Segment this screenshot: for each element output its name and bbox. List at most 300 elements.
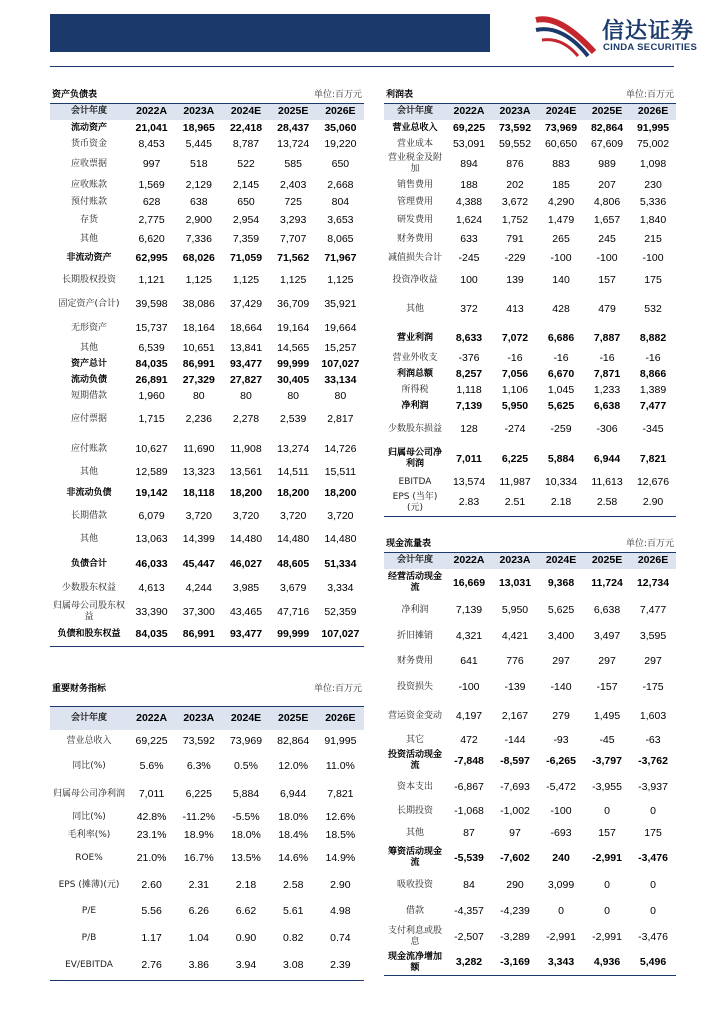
cell-value: 99,999 — [270, 624, 317, 646]
cell-value: 1,624 — [455, 213, 483, 226]
cell-value: 7,871 — [593, 367, 621, 380]
cell-value: 0 — [604, 804, 610, 817]
cell-value: 8,866 — [639, 367, 667, 380]
cell-value: 215 — [644, 232, 662, 245]
row-label: 固定资产(合计) — [58, 298, 120, 309]
cell-value: 3,653 — [327, 213, 354, 226]
cell-value: 6.3% — [186, 759, 211, 772]
cell-value: 3,343 — [538, 951, 584, 975]
cell-value: 6,225 — [185, 787, 212, 800]
table-row — [384, 210, 676, 230]
cell-value: 14,480 — [229, 532, 263, 545]
cell-value: 650 — [237, 195, 255, 208]
table-row — [50, 434, 364, 464]
cell-value: 11.0% — [325, 759, 355, 772]
column-header: 2023A — [492, 103, 538, 120]
table-row — [50, 120, 364, 136]
cell-value: 6,944 — [280, 787, 307, 800]
cell-value: 185 — [552, 178, 570, 191]
cell-value: 7,011 — [138, 787, 165, 800]
column-header: 2026E — [630, 552, 676, 569]
table-row — [50, 152, 364, 176]
cell-value: 18.4% — [278, 828, 309, 841]
row-label: 其他 — [79, 342, 98, 353]
cell-value: 290 — [506, 878, 524, 891]
table-row — [50, 194, 364, 210]
cell-value: 14.9% — [325, 851, 356, 864]
cell-value: 5.56 — [141, 904, 162, 917]
cell-value: 297 — [644, 654, 662, 667]
cell-value: 638 — [190, 195, 208, 208]
cell-value: 68,026 — [182, 251, 215, 264]
cell-value: 1,233 — [593, 383, 621, 396]
row-label: 非流动资产 — [66, 252, 112, 263]
row-label: 其他 — [79, 233, 98, 244]
table-row — [384, 120, 676, 136]
cell-value: 585 — [284, 157, 302, 170]
cell-value: 4,321 — [455, 629, 483, 642]
cell-value: 2,167 — [501, 709, 529, 722]
cell-value: -3,762 — [638, 754, 668, 767]
row-label: 净利润 — [401, 604, 429, 615]
cell-value: 2.51 — [492, 490, 538, 516]
cell-value: 39,598 — [135, 297, 168, 310]
cell-value: 45,447 — [182, 557, 215, 570]
cell-value: 35,921 — [324, 297, 357, 310]
row-label: 营业外收支 — [392, 352, 438, 363]
cell-value: 13,574 — [452, 475, 486, 488]
cell-value: -3,476 — [638, 930, 668, 943]
cell-value: 2.60 — [141, 878, 162, 891]
cell-value: -63 — [645, 733, 661, 746]
row-label: 归属母公司股东权益 — [52, 601, 125, 622]
table-row — [50, 526, 364, 552]
cell-value: 6.62 — [235, 904, 257, 917]
cell-value: 5,445 — [185, 137, 212, 150]
table-row — [50, 576, 364, 600]
cell-value: 99,999 — [277, 357, 310, 370]
table-row — [50, 924, 364, 952]
cell-value: -1,002 — [500, 804, 530, 817]
column-header: 2024E — [538, 552, 584, 569]
table-row — [384, 414, 676, 444]
cell-value: 876 — [506, 157, 524, 170]
cell-value: -16 — [645, 351, 661, 364]
cell-value: 18,118 — [183, 486, 215, 499]
cell-value: 14,480 — [277, 532, 310, 545]
cell-value: 1,125 — [232, 273, 260, 286]
cell-value: 18,200 — [229, 486, 263, 499]
table-row — [384, 382, 676, 398]
row-label: 管理费用 — [396, 196, 433, 207]
cell-value: -100 — [596, 251, 618, 264]
cell-value: 297 — [552, 654, 570, 667]
table-title: 现金流量表 — [384, 538, 538, 552]
cell-value: 10,627 — [135, 442, 168, 455]
cell-value: 1,125 — [185, 273, 212, 286]
table-row — [50, 404, 364, 434]
cell-value: 4,290 — [547, 195, 575, 208]
cell-value: 71,967 — [324, 251, 357, 264]
row-label: 毛利率(%) — [67, 829, 111, 840]
cell-value: 472 — [460, 733, 478, 746]
column-header: 2022A — [446, 552, 492, 569]
cell-value: 3,672 — [501, 195, 529, 208]
cell-value: 207 — [598, 178, 616, 191]
cell-value: 21,041 — [135, 121, 168, 134]
cell-value: 1,479 — [547, 213, 575, 226]
cell-value: 21.0% — [136, 851, 167, 864]
cell-value: 1,125 — [280, 273, 307, 286]
table-row — [50, 506, 364, 526]
row-label: 支付利息或股息 — [387, 926, 442, 947]
logo-english-name: CINDA SECURITIES — [603, 42, 698, 53]
cell-value: 7,887 — [593, 331, 621, 344]
column-header: 2024E — [538, 103, 584, 120]
cell-value: 4,806 — [593, 195, 621, 208]
cell-value: 413 — [506, 302, 524, 315]
cell-value: 100 — [460, 273, 478, 286]
cell-value: 46,033 — [135, 557, 168, 570]
cell-value: 0 — [650, 804, 656, 817]
table-row — [384, 649, 676, 673]
table-row — [384, 248, 676, 268]
table-row — [384, 474, 676, 490]
cell-value: 6,620 — [138, 232, 165, 245]
cell-value: 2.18 — [538, 490, 584, 516]
cell-value: 2.39 — [317, 952, 364, 980]
table-row — [384, 194, 676, 210]
cell-value: 16.7% — [183, 851, 214, 864]
cell-value: 2,539 — [280, 412, 307, 425]
row-label: ROE% — [75, 852, 103, 863]
table-row — [384, 326, 676, 350]
row-label: 财务费用 — [396, 233, 433, 244]
cell-value: 791 — [506, 232, 524, 245]
row-label: 其他 — [405, 827, 424, 838]
table-row — [384, 366, 676, 382]
cell-value: 36,709 — [277, 297, 310, 310]
cell-value: 279 — [552, 709, 570, 722]
row-label: 营业成本 — [396, 138, 433, 149]
cell-value: -7,693 — [500, 780, 530, 793]
cell-value: 188 — [460, 178, 478, 191]
cell-value: 1.17 — [141, 931, 162, 944]
cell-value: 18.0% — [231, 828, 261, 841]
table-row — [384, 951, 676, 975]
cell-value: 2.18 — [235, 878, 257, 891]
table-row — [50, 176, 364, 194]
income-statement-table — [384, 89, 676, 517]
column-header: 2025E — [584, 103, 630, 120]
table-row — [384, 871, 676, 899]
row-label: EPS (当年)(元) — [384, 490, 446, 516]
table-row — [384, 569, 676, 597]
cell-value: 5,884 — [547, 452, 575, 465]
cell-value: 140 — [552, 273, 570, 286]
cell-value: 1.04 — [188, 931, 210, 944]
cell-value: 19,164 — [277, 321, 310, 334]
row-label: EV/EBITDA — [50, 952, 128, 980]
table-row — [50, 464, 364, 480]
cell-value: 2.90 — [630, 490, 676, 516]
cell-value: 107,027 — [317, 624, 364, 646]
cell-value: 11,724 — [591, 576, 623, 589]
balance-sheet-table — [50, 89, 364, 647]
cell-value: 2,817 — [327, 412, 354, 425]
cell-value: 2.31 — [188, 878, 210, 891]
table-row — [384, 152, 676, 176]
row-label: EPS (摊薄)(元) — [58, 879, 120, 890]
cell-value: 1,569 — [138, 178, 165, 191]
cell-value: 139 — [506, 273, 524, 286]
cell-value: 15,737 — [135, 321, 168, 334]
cell-value: 2.83 — [446, 490, 492, 516]
cell-value: 3,720 — [280, 509, 307, 522]
table-row — [384, 773, 676, 801]
column-header: 2022A — [446, 103, 492, 120]
cell-value: 75,002 — [636, 137, 670, 150]
cell-value: 26,891 — [135, 373, 168, 386]
cell-value: 175 — [644, 273, 662, 286]
cell-value: 3,679 — [280, 581, 307, 594]
column-header: 会计年度 — [384, 103, 446, 120]
header-row — [384, 552, 676, 569]
row-label: 其他 — [405, 303, 424, 314]
cell-value: 2,775 — [138, 213, 165, 226]
cell-value: 80 — [287, 389, 300, 402]
table-row — [50, 780, 364, 808]
table-row — [384, 821, 676, 845]
table-row — [50, 552, 364, 576]
table-row — [50, 136, 364, 152]
cash-flow-table — [384, 538, 676, 976]
cell-value: 86,991 — [175, 624, 222, 646]
cell-value: 12.0% — [278, 759, 309, 772]
column-header: 2026E — [317, 706, 364, 730]
cell-value: 10,334 — [544, 475, 578, 488]
cell-value: 5,950 — [501, 399, 529, 412]
unit-label: 单位:百万元 — [222, 89, 364, 103]
cell-value: 8,453 — [138, 137, 165, 150]
cell-value: 4,197 — [455, 709, 483, 722]
logo-chinese-name: 信达证券 — [602, 19, 695, 44]
cell-value: -5,539 — [454, 851, 484, 864]
row-label: 借款 — [405, 905, 424, 916]
cell-value: 11,690 — [183, 442, 215, 455]
cell-value: 18.5% — [325, 828, 356, 841]
cell-value: 4,388 — [455, 195, 483, 208]
cell-value: -8,597 — [500, 754, 530, 767]
cell-value: 86,991 — [182, 357, 215, 370]
cell-value: 4,421 — [501, 629, 529, 642]
cell-value: 245 — [598, 232, 616, 245]
row-label: 长期借款 — [70, 510, 107, 521]
cell-value: 18,164 — [182, 321, 215, 334]
cell-value: 14,511 — [277, 465, 309, 478]
cell-value: 33,134 — [324, 373, 357, 386]
row-label: 负债合计 — [70, 558, 107, 569]
table-row — [50, 248, 364, 268]
cell-value: 1,118 — [456, 383, 482, 396]
cell-value: 650 — [331, 157, 350, 170]
cell-value: 8,882 — [639, 331, 667, 344]
cell-value: -16 — [507, 351, 523, 364]
row-label: 归属母公司净利润 — [52, 788, 125, 799]
row-label: 吸收投资 — [396, 879, 433, 890]
column-header: 2025E — [270, 706, 317, 730]
cell-value: 4.98 — [330, 904, 351, 917]
table-row — [384, 350, 676, 366]
table-row — [384, 701, 676, 731]
cell-value: 0 — [650, 878, 656, 891]
cell-value: 47,716 — [277, 605, 310, 618]
cell-value: 5,625 — [547, 603, 575, 616]
cell-value: -7,848 — [454, 754, 484, 767]
cell-value: -157 — [596, 680, 618, 693]
cell-value: 479 — [598, 302, 616, 315]
cell-value: 38,086 — [182, 297, 215, 310]
table-row — [50, 316, 364, 340]
cell-value: -100 — [550, 804, 572, 817]
cell-value: 2,145 — [232, 178, 260, 191]
row-label: 归属母公司净利润 — [387, 448, 442, 469]
cell-value: 46,027 — [229, 557, 263, 570]
row-label: 营业税金及附加 — [387, 153, 442, 174]
header-divider — [50, 66, 674, 67]
row-label: 投资损失 — [396, 681, 433, 692]
cell-value: 1,495 — [593, 709, 621, 722]
header-row — [50, 706, 364, 730]
cell-value: 7,056 — [501, 367, 529, 380]
cell-value: 52,359 — [324, 605, 357, 618]
cell-value: 2.58 — [282, 878, 304, 891]
table-row — [50, 230, 364, 248]
cell-value: 91,995 — [324, 734, 357, 747]
cell-value: 22,418 — [229, 121, 263, 134]
cell-value: 1,121 — [138, 273, 165, 286]
cell-value: 8,787 — [232, 137, 260, 150]
table-row — [50, 844, 364, 872]
cell-value: 989 — [598, 157, 616, 170]
table-row — [384, 597, 676, 623]
cell-value: -139 — [504, 680, 526, 693]
table-row — [50, 268, 364, 292]
table-title: 利润表 — [384, 89, 538, 103]
table-row — [384, 176, 676, 194]
cell-value: 2,954 — [232, 213, 260, 226]
cell-value: 11,987 — [499, 475, 531, 488]
cell-value: 7,477 — [639, 399, 667, 412]
cell-value: -693 — [550, 826, 572, 839]
table-row — [50, 340, 364, 356]
cell-value: -4,357 — [454, 904, 484, 917]
cell-value: 3,400 — [547, 629, 575, 642]
cell-value: 7,336 — [185, 232, 212, 245]
column-header: 会计年度 — [50, 706, 128, 730]
cell-value: -306 — [596, 422, 618, 435]
row-label: 净利润 — [401, 400, 429, 411]
column-header: 会计年度 — [50, 103, 128, 120]
cell-value: 9,368 — [547, 576, 575, 589]
cell-value: 27,329 — [182, 373, 215, 386]
cell-value: 3,985 — [232, 581, 260, 594]
cell-value: -100 — [642, 251, 664, 264]
cell-value: 5,496 — [630, 951, 676, 975]
cell-value: 48,605 — [277, 557, 310, 570]
row-label: 财务费用 — [396, 655, 433, 666]
row-label: 短期借款 — [70, 390, 107, 401]
row-label: 研发费用 — [396, 214, 433, 225]
cell-value: -16 — [553, 351, 569, 364]
header-row — [50, 103, 364, 120]
cell-value: 3,720 — [327, 509, 354, 522]
cell-value: -2,991 — [592, 851, 622, 864]
cell-value: 6,225 — [501, 452, 529, 465]
column-header: 2026E — [630, 103, 676, 120]
cell-value: 42.8% — [136, 810, 167, 823]
cell-value: 0.5% — [234, 759, 258, 772]
row-label: 同比(%) — [72, 760, 106, 771]
cell-value: 1,106 — [501, 383, 529, 396]
row-label: 其它 — [405, 734, 424, 745]
cell-value: 97 — [509, 826, 521, 839]
cell-value: 1,389 — [639, 383, 667, 396]
cell-value: 18,965 — [182, 121, 215, 134]
cell-value: 107,027 — [321, 357, 360, 370]
cell-value: 804 — [331, 195, 350, 208]
cell-value: 19,664 — [324, 321, 357, 334]
cell-value: 3,293 — [280, 213, 307, 226]
column-header: 2024E — [222, 103, 269, 120]
cell-value: -2,991 — [546, 930, 576, 943]
table-row — [50, 388, 364, 404]
cell-value: 19,142 — [135, 486, 168, 499]
table-row — [384, 292, 676, 326]
table-row — [50, 210, 364, 230]
cell-value: -6,867 — [454, 780, 484, 793]
column-header: 2023A — [175, 706, 222, 730]
cell-value: -45 — [599, 733, 615, 746]
cell-value: 7,821 — [639, 452, 667, 465]
table-row — [50, 752, 364, 780]
cell-value: -16 — [599, 351, 615, 364]
cell-value: -5.5% — [232, 810, 260, 823]
table-row — [384, 749, 676, 773]
row-label: 折旧摊销 — [396, 630, 433, 641]
cell-value: 18,664 — [229, 321, 263, 334]
row-label: 现金流净增加额 — [384, 951, 446, 975]
cell-value: 53,091 — [452, 137, 486, 150]
column-header: 2022A — [128, 706, 175, 730]
cell-value: 0.90 — [235, 931, 257, 944]
cell-value: -144 — [504, 733, 526, 746]
column-header: 2025E — [270, 103, 317, 120]
row-label: 资本支出 — [396, 781, 433, 792]
table-row — [384, 673, 676, 701]
cell-value: 7,011 — [456, 452, 482, 465]
cell-value: 12,589 — [135, 465, 168, 478]
table-row — [50, 826, 364, 844]
cell-value: -100 — [550, 251, 572, 264]
row-label: 销售费用 — [396, 179, 433, 190]
cell-value: 80 — [334, 389, 347, 402]
cell-value: 6.26 — [188, 904, 210, 917]
cell-value: 87 — [463, 826, 475, 839]
cell-value: 7,072 — [501, 331, 529, 344]
row-label: 长期股权投资 — [61, 274, 116, 285]
cell-value: 3.08 — [270, 952, 317, 980]
